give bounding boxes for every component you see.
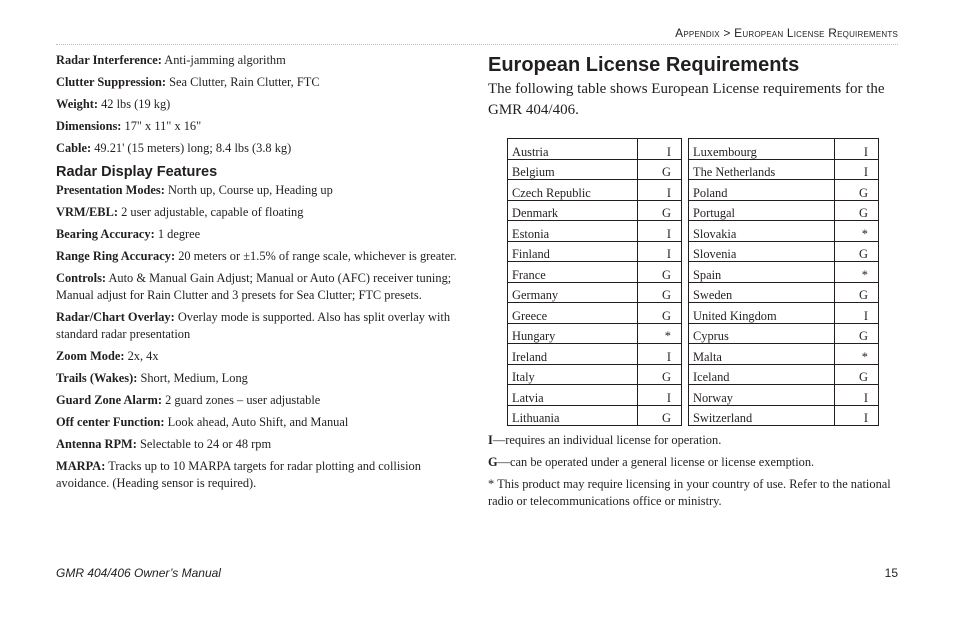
note-item (488, 476, 900, 510)
country-cell: Austria (508, 139, 638, 160)
spec-value: 2 user adjustable, capable of floating (121, 205, 304, 219)
column-gap (682, 364, 689, 385)
note-key: I (488, 433, 493, 447)
breadcrumb-section: Appendix (675, 26, 720, 40)
country-cell: Cyprus (689, 323, 835, 344)
spec-value: 2 guard zones – user adjustable (165, 393, 321, 407)
spec-value: Sea Clutter, Rain Clutter, FTC (169, 75, 320, 89)
spec-label: MARPA: (56, 459, 106, 473)
table-row (508, 159, 879, 180)
specifications-list (56, 52, 468, 157)
column-gap (682, 221, 689, 242)
spec-item (56, 309, 468, 343)
spec-item (56, 436, 468, 453)
license-code-cell: G (835, 323, 879, 344)
license-code-cell: G (638, 282, 682, 303)
column-gap (682, 405, 689, 426)
spec-label: Radar/Chart Overlay: (56, 310, 175, 324)
spec-label: Presentation Modes: (56, 183, 165, 197)
country-cell: Ireland (508, 344, 638, 365)
column-gap (682, 241, 689, 262)
country-cell: Switzerland (689, 405, 835, 426)
column-gap (682, 262, 689, 283)
column-gap (682, 344, 689, 365)
country-cell: Lithuania (508, 405, 638, 426)
spec-value: 42 lbs (19 kg) (101, 97, 171, 111)
spec-item (56, 458, 468, 492)
license-code-cell: G (638, 405, 682, 426)
spec-value: Tracks up to 10 MARPA targets for radar plotting and collision avoidance. (Heading sensor is required). (56, 459, 421, 490)
column-gap (682, 159, 689, 180)
intro-paragraph: The following table shows European License requirements for the GMR 404/406. (488, 81, 885, 118)
footer-page-number: 15 (884, 566, 898, 580)
country-cell: The Netherlands (689, 159, 835, 180)
country-cell: Belgium (508, 159, 638, 180)
spec-item (56, 348, 468, 365)
license-code-cell: I (835, 159, 879, 180)
column-gap (682, 323, 689, 344)
license-code-cell: G (835, 200, 879, 221)
spec-item (56, 118, 468, 135)
spec-value: Selectable to 24 or 48 rpm (140, 437, 272, 451)
table-row (508, 221, 879, 242)
note-key: G (488, 455, 498, 469)
spec-label: Off center Function: (56, 415, 165, 429)
table-row (508, 241, 879, 262)
country-cell: Germany (508, 282, 638, 303)
page-title: European License Requirements (488, 54, 800, 76)
country-cell: Slovenia (689, 241, 835, 262)
column-gap (682, 200, 689, 221)
license-code-cell: * (835, 344, 879, 365)
license-code-cell: I (638, 241, 682, 262)
license-code-cell: I (638, 221, 682, 242)
spec-label: Guard Zone Alarm: (56, 393, 163, 407)
table-row (508, 385, 879, 406)
spec-value: Short, Medium, Long (140, 371, 248, 385)
spec-label: VRM/EBL: (56, 205, 118, 219)
spec-item (56, 226, 468, 243)
license-code-cell: * (638, 323, 682, 344)
license-code-cell: G (835, 364, 879, 385)
license-code-cell: I (835, 139, 879, 160)
license-code-cell: I (638, 344, 682, 365)
country-cell: Hungary (508, 323, 638, 344)
country-cell: Sweden (689, 282, 835, 303)
breadcrumb-separator: > (723, 26, 731, 40)
country-cell: Italy (508, 364, 638, 385)
section-title: Radar Display Features (56, 164, 218, 180)
license-code-cell: G (638, 262, 682, 283)
spec-item (56, 204, 468, 221)
spec-value: Anti-jamming algorithm (164, 53, 286, 67)
table-row (508, 262, 879, 283)
column-gap (682, 303, 689, 324)
license-table (507, 138, 879, 426)
breadcrumb (675, 26, 898, 40)
table-row (508, 364, 879, 385)
country-cell: Greece (508, 303, 638, 324)
license-code-cell: I (835, 385, 879, 406)
country-cell: Czech Republic (508, 180, 638, 201)
country-cell: Estonia (508, 221, 638, 242)
spec-label: Controls: (56, 271, 107, 285)
table-row (508, 282, 879, 303)
spec-value: Overlay mode is supported. Also has split overlay with standard radar presentation (56, 310, 451, 341)
spec-label: Zoom Mode: (56, 349, 125, 363)
country-cell: United Kingdom (689, 303, 835, 324)
spec-value: 17" x 11" x 16" (124, 119, 202, 133)
spec-label: Radar Interference: (56, 53, 162, 67)
country-cell: Poland (689, 180, 835, 201)
license-code-cell: G (638, 159, 682, 180)
spec-value: 2x, 4x (127, 349, 159, 363)
country-cell: Finland (508, 241, 638, 262)
license-code-cell: G (638, 303, 682, 324)
spec-item (56, 370, 468, 387)
spec-value: 49.21' (15 meters) long; 8.4 lbs (3.8 kg) (94, 141, 292, 155)
country-cell: Norway (689, 385, 835, 406)
country-cell: Luxembourg (689, 139, 835, 160)
spec-value: Look ahead, Auto Shift, and Manual (167, 415, 349, 429)
country-cell: Latvia (508, 385, 638, 406)
country-cell: Slovakia (689, 221, 835, 242)
spec-value: 20 meters or ±1.5% of range scale, whichever is greater. (178, 249, 457, 263)
note-item (488, 454, 900, 471)
spec-item (56, 96, 468, 113)
spec-item (56, 140, 468, 157)
table-row (508, 303, 879, 324)
display-features-list (56, 182, 468, 492)
license-code-cell: I (638, 385, 682, 406)
country-cell: Denmark (508, 200, 638, 221)
note-text: * This product may require licensing in your country of use. Refer to the national radio or telecommunications office or ministry. (488, 477, 891, 508)
country-cell: Spain (689, 262, 835, 283)
spec-item (56, 270, 468, 304)
country-cell: France (508, 262, 638, 283)
column-gap (682, 180, 689, 201)
note-text: —requires an individual license for operation. (492, 433, 722, 447)
column-gap (682, 385, 689, 406)
note-item (488, 432, 900, 449)
spec-label: Antenna RPM: (56, 437, 137, 451)
spec-label: Weight: (56, 97, 98, 111)
table-row (508, 139, 879, 160)
spec-label: Clutter Suppression: (56, 75, 167, 89)
spec-item (56, 392, 468, 409)
license-code-cell: I (638, 180, 682, 201)
license-code-cell: G (835, 282, 879, 303)
license-notes (488, 432, 900, 515)
breadcrumb-page: European License Requirements (734, 26, 898, 40)
right-column (488, 52, 900, 508)
table-row (508, 323, 879, 344)
license-code-cell: G (835, 241, 879, 262)
spec-label: Cable: (56, 141, 92, 155)
spec-item (56, 52, 468, 69)
footer-manual-title: GMR 404/406 Owner’s Manual (56, 566, 221, 580)
spec-value: Auto & Manual Gain Adjust; Manual or Auto (AFC) receiver tuning; Manual adjust for Rain Clutter and 3 presets for Sea Clutter; FTC presets. (56, 271, 452, 302)
page-header (56, 24, 898, 45)
table-row (508, 200, 879, 221)
country-cell: Iceland (689, 364, 835, 385)
license-code-cell: G (638, 200, 682, 221)
license-code-cell: * (835, 221, 879, 242)
license-code-cell: G (835, 180, 879, 201)
table-row (508, 405, 879, 426)
spec-item (56, 414, 468, 431)
license-code-cell: I (638, 139, 682, 160)
license-code-cell: I (835, 405, 879, 426)
column-gap (682, 282, 689, 303)
left-column (56, 52, 468, 497)
column-gap (682, 139, 689, 160)
license-code-cell: G (638, 364, 682, 385)
spec-label: Dimensions: (56, 119, 122, 133)
spec-label: Trails (Wakes): (56, 371, 138, 385)
spec-item (56, 74, 468, 91)
license-code-cell: I (835, 303, 879, 324)
spec-value: 1 degree (157, 227, 201, 241)
note-text: —can be operated under a general license or license exemption. (497, 455, 815, 469)
spec-item (56, 248, 468, 265)
spec-item (56, 182, 468, 199)
country-cell: Portugal (689, 200, 835, 221)
spec-label: Bearing Accuracy: (56, 227, 155, 241)
spec-label: Range Ring Accuracy: (56, 249, 176, 263)
license-code-cell: * (835, 262, 879, 283)
table-row (508, 344, 879, 365)
country-cell: Malta (689, 344, 835, 365)
table-row (508, 180, 879, 201)
spec-value: North up, Course up, Heading up (167, 183, 333, 197)
